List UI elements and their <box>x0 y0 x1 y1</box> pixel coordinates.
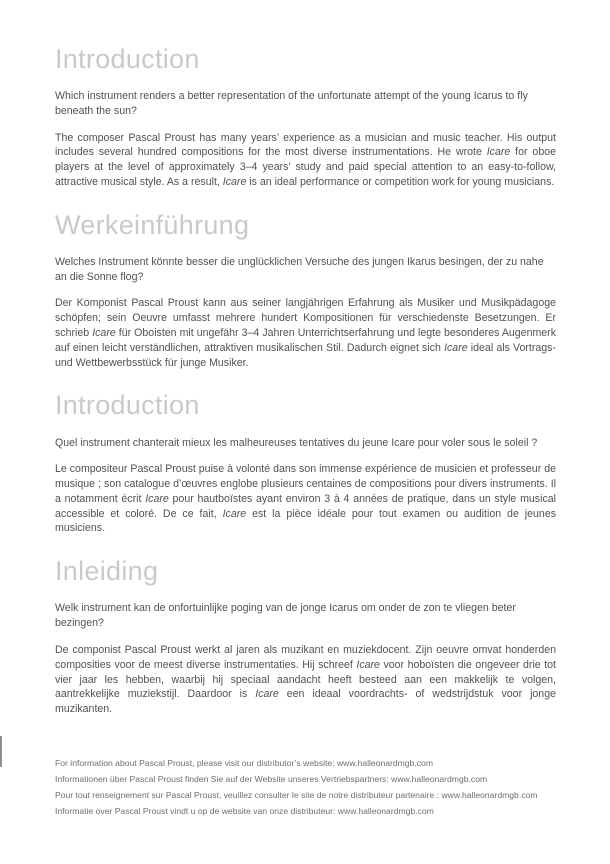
print-registration-mark <box>0 736 2 767</box>
section-introduction-french <box>55 390 556 536</box>
section-werkeinfuehrung-german <box>55 210 556 371</box>
section-heading: Werkeinführung <box>55 209 250 240</box>
section-question: Quel instrument chanterait mieux les malheureuses tentatives du jeune Icare pour voler sous le soleil ? <box>55 436 538 449</box>
section-body: Le compositeur Pascal Proust puise à volonté dans son immense expérience de musicien et professeur de musique ; son catalogue d’œuvres englobe plusieurs centaines de compositions pour divers instruments. Il a notamment écrit Icare pour hautboïstes ayant environ 3 à 4 années de pratique, dans un style musical accessible et coloré. De ce fait, Icare est la pièce idéale pour tout examen ou audition de jeunes musiciens. <box>55 463 557 535</box>
footer-line-english: For information about Pascal Proust, please visit our distributor’s website: www.halleonardmgb.com <box>55 757 433 768</box>
section-heading: Inleiding <box>55 556 159 587</box>
section-body: Der Komponist Pascal Proust kann aus seiner langjährigen Erfahrung als Musiker und Musikpädagoge schöpfen; sein Oeuvre umfasst mehrere hundert Kompositionen für verschiedenste Besetzungen. Er schrieb Icare für Oboisten mit ungefähr 3–4 Jahren Unterrichtserfahrung und legte besonderes Augenmerk auf einen leicht verständlichen, attraktiven musikalischen Stil. Dadurch eignet sich Icare ideal als Vortrags- und Wettbewerbsstück für junge Musiker. <box>55 297 557 369</box>
section-question: Welk instrument kan de onfortuinlijke poging van de jonge Icarus om onder de zon te vliegen beter bezingen? <box>55 602 516 630</box>
section-heading: Introduction <box>55 44 200 74</box>
footer-line-german: Informationen über Pascal Proust finden Sie auf der Website unseres Vertriebspartners: www.halleonardmgb.com <box>55 773 488 784</box>
section-body: De componist Pascal Proust werkt al jaren als muzikant en muziekdocent. Zijn oeuvre omvat honderden composities voor de meest diverse instrumentaties. Hij schreef Icare voor hoboïsten die ongeveer drie tot vier jaar les hebben, waarbij hij speciaal aandacht heeft besteed aan een makkelijk te volgen, aantrekkelijke muziekstijl. Daardoor is Icare een ideaal voordrachts- of wedstrijdstuk voor jonge muzikanten. <box>55 643 556 716</box>
section-question: Which instrument renders a better representation of the unfortunate attempt of the young Icarus to fly beneath the sun? <box>55 90 528 117</box>
footer-line-dutch: Informatie over Pascal Proust vindt u op de website van onze distributeur: www.halleonardmgb.com <box>55 805 434 816</box>
section-body: The composer Pascal Proust has many years’ experience as a musician and music teacher. His output includes several hundred compositions for the most diverse instrumentations. He wrote Icare for oboe players at the level of approximately 3–4 years’ study and paid special attention to an easy-to-follow, attractive musical style. As a result, Icare is an ideal performance or competition work for young musicians. <box>55 131 556 189</box>
section-introduction-english <box>55 44 556 190</box>
section-inleiding-dutch <box>55 556 556 717</box>
section-heading: Introduction <box>55 390 200 421</box>
section-question: Welches Instrument könnte besser die unglücklichen Versuche des jungen Ikarus besingen, der zu nahe an die Sonne flog? <box>55 255 544 283</box>
footer-line-french: Pour tout renseignement sur Pascal Proust, veuillez consulter le site de notre distributeur partenaire : www.halleonardmgb.com <box>55 789 538 800</box>
footer <box>55 759 556 817</box>
